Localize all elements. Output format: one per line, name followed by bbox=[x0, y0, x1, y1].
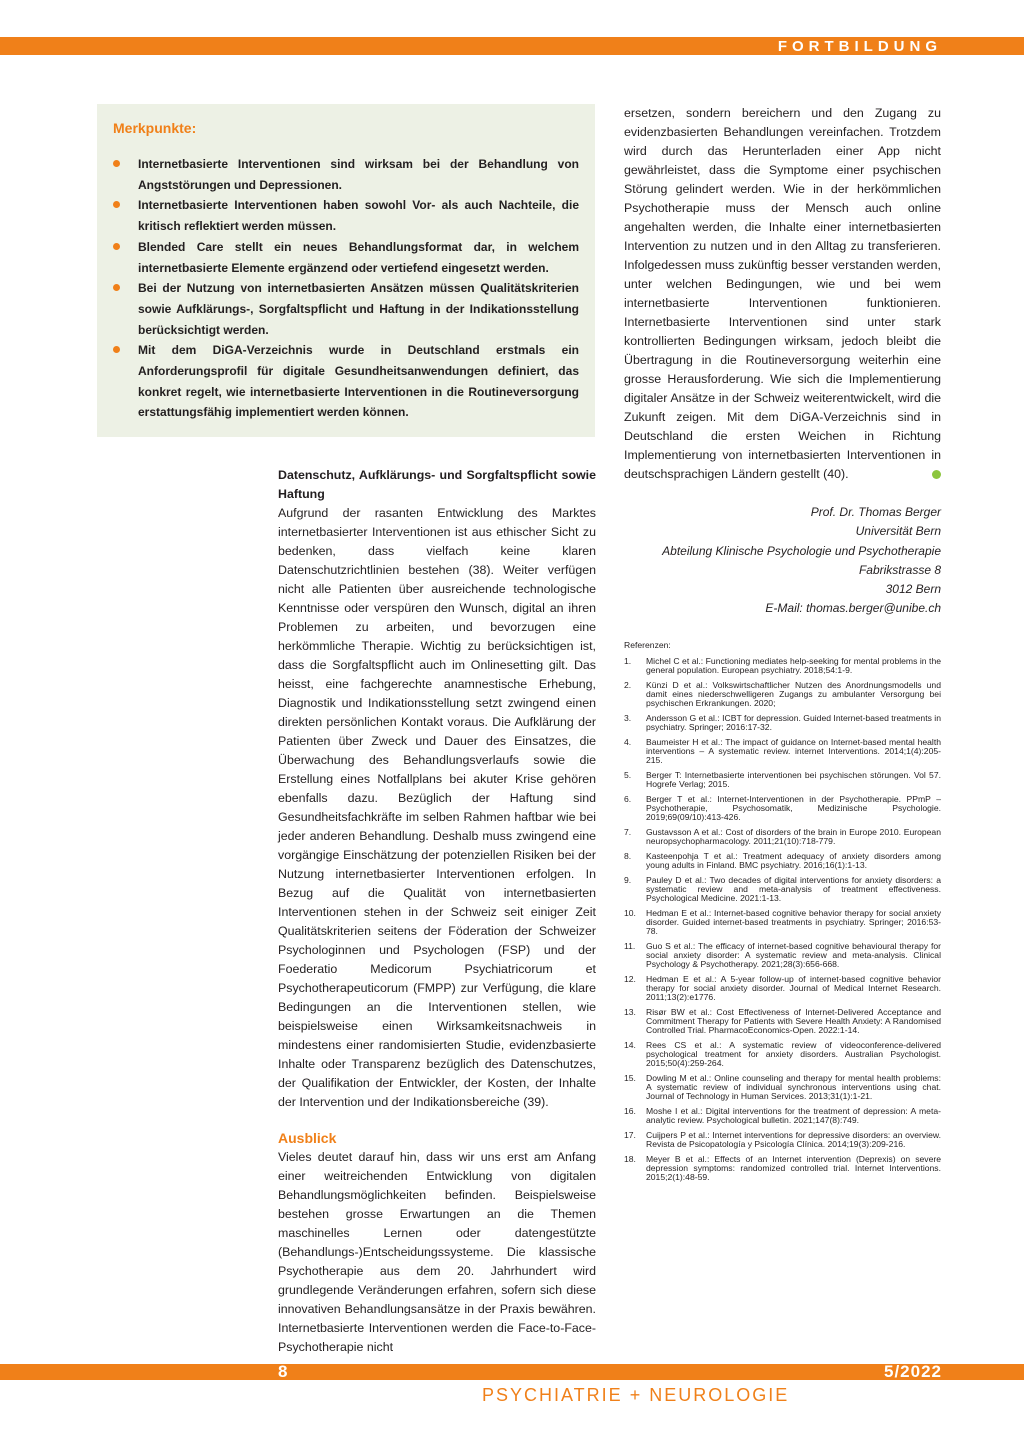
reference-number: 3. bbox=[624, 713, 632, 723]
reference-text: Guo S et al.: The efficacy of internet-based cognitive behavioural therapy for social anxiety disorder: A systematic review and meta-analysis. Clinical Psychology & Psychotherapy. 2021;28(3):656-668. bbox=[646, 941, 941, 969]
reference-number: 13. bbox=[624, 1007, 636, 1017]
reference-number: 1. bbox=[624, 656, 632, 666]
merkpunkte-list bbox=[113, 154, 579, 423]
datenschutz-heading: Datenschutz, Aufklärungs- und Sorgfaltspflicht sowie Haftung bbox=[278, 468, 596, 501]
list-item: Mit dem DiGA-Verzeichnis wurde in Deutschland erstmals ein Anforderungsprofil für digitale Gesundheitsanwendungen definiert, das konkret regelt, wie internetbasierte Interventionen in die Routineversorgung erstattungsfähig implementiert werden können. bbox=[113, 340, 579, 423]
reference-text: Berger T: Internetbasierte interventionen bei psychischen störungen. Vol 57. Hogrefe Verlag; 2015. bbox=[646, 770, 941, 789]
author-name: Prof. Dr. Thomas Berger bbox=[810, 505, 941, 519]
reference-number: 10. bbox=[624, 908, 636, 918]
references-list bbox=[624, 657, 941, 1182]
reference-item bbox=[624, 1041, 941, 1068]
reference-item bbox=[624, 828, 941, 846]
ausblick-heading: Ausblick bbox=[278, 1130, 337, 1146]
ausblick-text-part2: ersetzen, sondern bereichern und den Zugang zu evidenzbasierten Behandlungen vereinfachen. Trotzdem wird durch das Herunterladen einer App nicht gewährleistet, dass die Symptome einer psychischen Störung gelindert werden. Wie in der herkömmlichen Psychotherapie muss der Mensch auch online angehalten werden, die Inhalte einer internetbasierten Intervention zu nutzen und in den Alltag zu transferieren. Infolgedessen muss zukünftig besser verstanden werden, unter welchen Bedingungen, wie und bei wem internetbasierte Interventionen funktionieren. Internetbasierte Interventionen sind unter stark kontrollierten Bedingungen wirksam, jedoch bleibt die Übertragung in die Routineversorgung weiterhin eine grosse Herausforderung. Wie sich die Implementierung digitaler Ansätze in der Schweiz weiterentwickelt, wird die Zukunft zeigen. Mit dem DiGA-Verzeichnis sind in Deutschland die ersten Weichen in Richtung Implementierung von internetbasierten Interventionen in deutschsprachigen Ländern gestellt (40). bbox=[624, 106, 941, 481]
reference-item bbox=[624, 795, 941, 822]
bullet-icon bbox=[113, 201, 120, 208]
list-item: Blended Care stellt ein neues Behandlungsformat dar, in welchem internetbasierte Elemente ergänzend oder vertiefend eingesetzt werden. bbox=[113, 237, 579, 278]
footer-bar bbox=[0, 1364, 1024, 1380]
references bbox=[624, 641, 941, 1188]
author-block bbox=[662, 503, 941, 619]
reference-item bbox=[624, 975, 941, 1002]
reference-text: Cuijpers P et al.: Internet interventions for depressive disorders: an overview. Revista de Psicopatología y Psicología Clínica. 2014;19(3):209-216. bbox=[646, 1130, 941, 1149]
right-column bbox=[624, 104, 941, 484]
reference-text: Kasteenpohja T et al.: Treatment adequacy of anxiety disorders among young adults in Finland. BMC psychiatry. 2016;16(1):1-13. bbox=[646, 851, 941, 870]
reference-text: Moshe I et al.: Digital interventions for the treatment of depression: A meta-analytic review. Psychological bulletin. 2021;147(8):749. bbox=[646, 1106, 941, 1125]
merkpunkte-title: Merkpunkte: bbox=[113, 120, 197, 136]
reference-number: 12. bbox=[624, 974, 636, 984]
reference-text: Gustavsson A et al.: Cost of disorders of the brain in Europe 2010. European neuropsychopharmacology. 2011;21(10):718-779. bbox=[646, 827, 941, 846]
reference-text: Rees CS et al.: A systematic review of videoconference-delivered psychological treatment for anxiety disorders. Australian Psychologist. 2015;50(4):259-264. bbox=[646, 1040, 941, 1068]
reference-number: 9. bbox=[624, 875, 632, 885]
reference-number: 7. bbox=[624, 827, 632, 837]
datenschutz-text: Aufgrund der rasanten Entwicklung des Marktes internetbasierter Interventionen ist aus ethischer Sicht zu bedenken, dass vielfach keine klaren Datenschutzrichtlinien bestehen (38). Weiter verfügen nicht alle Patienten über ausreichende technologische Kenntnisse oder verspüren den Wunsch, digital an ihren Problemen zu arbeiten, und bevorzugen eine herkömmliche Therapie. Wichtig zu berücksichtigen ist, dass die Sorgfaltspflicht auch im Onlinesetting gilt. Das heisst, eine fachgerechte anamnestische Erhebung, Diagnostik und Indikationsstellung setzt zwingend einen direkten persönlichen Kontakt voraus. Die Aufklärung der Patienten über Zweck und Dauer des Einsatzes, die Überwachung des Behandlungsverlaufs sowie die Erstellung eines Notfallplans bei akuter Krise gehören ebenfalls dazu. Bezüglich der Haftung sind Gesundheitsfachkräfte im selben Rahmen haftbar wie bei jeder anderen Behandlung. Deshalb muss zwingend eine vorgängige Einschätzung der potenziellen Risiken bei der Nutzung internetbasierter Interventionen erfolgen. In Bezug auf die Qualität von internetbasierten Interventionen stehen in der Schweiz seit einiger Zeit Qualitätskriterien seitens der Föderation der Schweizer Psychologinnen und Psychologen (FSP) und der Foederatio Medicorum Psychiatricorum et Psychotherapeuticorum (FMPP) zur Verfügung, die klare Bedingungen an die Interventionen stellen, wie beispielsweise einen Wirksamkeitsnachweis in mindestens einer randomisierten Studie, evidenzbasierte Inhalte oder Transparenz bezüglich des Datenschutzes, der Qualifikation der Entwickler, der Kosten, der Inhalte der Intervention und der Indikationsbereiche (39). bbox=[278, 506, 596, 1109]
reference-number: 18. bbox=[624, 1154, 636, 1164]
merkpunkte-box bbox=[97, 104, 595, 437]
reference-text: Berger T et al.: Internet-Interventionen in der Psychotherapie. PPmP – Psychotherapie, Psychosomatik, Medizinische Psychologie. 2019;69(09/10):413-426. bbox=[646, 794, 941, 822]
reference-number: 17. bbox=[624, 1130, 636, 1140]
page-number: 8 bbox=[278, 1362, 288, 1381]
reference-text: Dowling M et al.: Online counseling and therapy for mental health problems: A systematic review of individual synchronous interventions using chat. Journal of Technology in Human Services. 2013;31(1):1-21. bbox=[646, 1073, 941, 1101]
reference-item bbox=[624, 1008, 941, 1035]
issue-label: 5/2022 bbox=[884, 1362, 942, 1381]
reference-item bbox=[624, 657, 941, 675]
author-email: E-Mail: thomas.berger@unibe.ch bbox=[765, 601, 941, 616]
references-title: Referenzen: bbox=[624, 640, 671, 650]
list-item: Internetbasierte Interventionen sind wirksam bei der Behandlung von Angststörungen und Depressionen. bbox=[113, 154, 579, 195]
reference-item bbox=[624, 714, 941, 732]
reference-text: Hedman E et al.: Internet-based cognitive behavior therapy for social anxiety disorder. Guided internet-based treatments in psychiatry. Springer; 2016:53-78. bbox=[646, 908, 941, 936]
reference-item bbox=[624, 909, 941, 936]
end-of-article-icon bbox=[932, 470, 941, 479]
journal-name: PSYCHIATRIE + NEUROLOGIE bbox=[482, 1385, 790, 1405]
reference-number: 14. bbox=[624, 1040, 636, 1050]
reference-text: Hedman E et al.: A 5-year follow-up of internet-based cognitive behavior therapy for social anxiety disorder. Journal of Medical Internet Research. 2011;13(2):e1776. bbox=[646, 974, 941, 1002]
reference-item bbox=[624, 681, 941, 708]
reference-number: 4. bbox=[624, 737, 632, 747]
reference-item bbox=[624, 876, 941, 903]
bullet-icon bbox=[113, 284, 120, 291]
ausblick-text-part1: Vieles deutet darauf hin, dass wir uns erst am Anfang einer weitreichenden Entwicklung von digitalen Behandlungsmöglichkeiten befinden. Beispielsweise bestehen grosse Erwartungen an die Themen maschinelles Lernen oder datengestützte (Behandlungs-)Entscheidungssysteme. Die klassische Psychotherapie aus dem 20. Jahrhundert wird grundlegende Veränderungen erfahren, sofern sich diese innovativen Behandlungsansätze in der Praxis bewähren. Internetbasierte Interventionen werden die Face-to-Face-Psychotherapie nicht bbox=[278, 1150, 596, 1354]
reference-number: 5. bbox=[624, 770, 632, 780]
reference-text: Michel C et al.: Functioning mediates help-seeking for mental problems in the general population. European psychiatry. 2018;54:1-9. bbox=[646, 656, 941, 675]
reference-text: Künzi D et al.: Volkswirtschaftlicher Nutzen des Anordnungsmodells und damit eines niederschwelligeren Zugangs zu ambulanter Versorgung bei psychischen Erkrankungen. 2020; bbox=[646, 680, 941, 708]
middle-column bbox=[278, 466, 596, 1357]
reference-number: 8. bbox=[624, 851, 632, 861]
reference-item bbox=[624, 1107, 941, 1125]
reference-number: 16. bbox=[624, 1106, 636, 1116]
list-item: Bei der Nutzung von internetbasierten Ansätzen müssen Qualitätskriterien sowie Aufklärungs-, Sorgfaltspflicht und Haftung in der Indikationsstellung berücksichtigt werden. bbox=[113, 278, 579, 340]
reference-item bbox=[624, 738, 941, 765]
reference-item bbox=[624, 1155, 941, 1182]
reference-text: Risør BW et al.: Cost Effectiveness of Internet-Delivered Acceptance and Commitment Therapy for Patients with Severe Health Anxiety: A Randomised Controlled Trial. PharmacoEconomics-Open. 2022:1-14. bbox=[646, 1007, 941, 1035]
author-city: 3012 Bern bbox=[885, 582, 941, 597]
reference-number: 15. bbox=[624, 1073, 636, 1083]
list-item: Internetbasierte Interventionen haben sowohl Vor- als auch Nachteile, die kritisch reflektiert werden müssen. bbox=[113, 195, 579, 236]
reference-number: 2. bbox=[624, 680, 632, 690]
reference-item bbox=[624, 1074, 941, 1101]
reference-item bbox=[624, 1131, 941, 1149]
author-affiliation: Universität Bern bbox=[855, 524, 941, 539]
reference-text: Pauley D et al.: Two decades of digital interventions for anxiety disorders: a systematic review and meta-analysis of treatment effectiveness. Psychological Medicine. 2021:1-13. bbox=[646, 875, 941, 903]
reference-text: Baumeister H et al.: The impact of guidance on Internet-based mental health interventions – A systematic review. internet Interventions. 2014;1(4):205-215. bbox=[646, 737, 941, 765]
reference-item bbox=[624, 771, 941, 789]
bullet-icon bbox=[113, 160, 120, 167]
reference-item bbox=[624, 852, 941, 870]
reference-number: 6. bbox=[624, 794, 632, 804]
author-street: Fabrikstrasse 8 bbox=[858, 562, 941, 577]
reference-item bbox=[624, 942, 941, 969]
reference-number: 11. bbox=[624, 941, 636, 951]
bullet-icon bbox=[113, 346, 120, 353]
reference-text: Andersson G et al.: ICBT for depression. Guided Internet-based treatments in psychiatry. Springer; 2016:17-32. bbox=[646, 713, 941, 732]
author-department: Abteilung Klinische Psychologie und Psychotherapie bbox=[662, 543, 941, 558]
bullet-icon bbox=[113, 243, 120, 250]
section-label: FORTBILDUNG bbox=[777, 38, 942, 55]
reference-text: Meyer B et al.: Effects of an Internet intervention (Deprexis) on severe depression symptoms: randomized controlled trial. Internet Interventions. 2015;2(1):48-59. bbox=[646, 1154, 941, 1182]
